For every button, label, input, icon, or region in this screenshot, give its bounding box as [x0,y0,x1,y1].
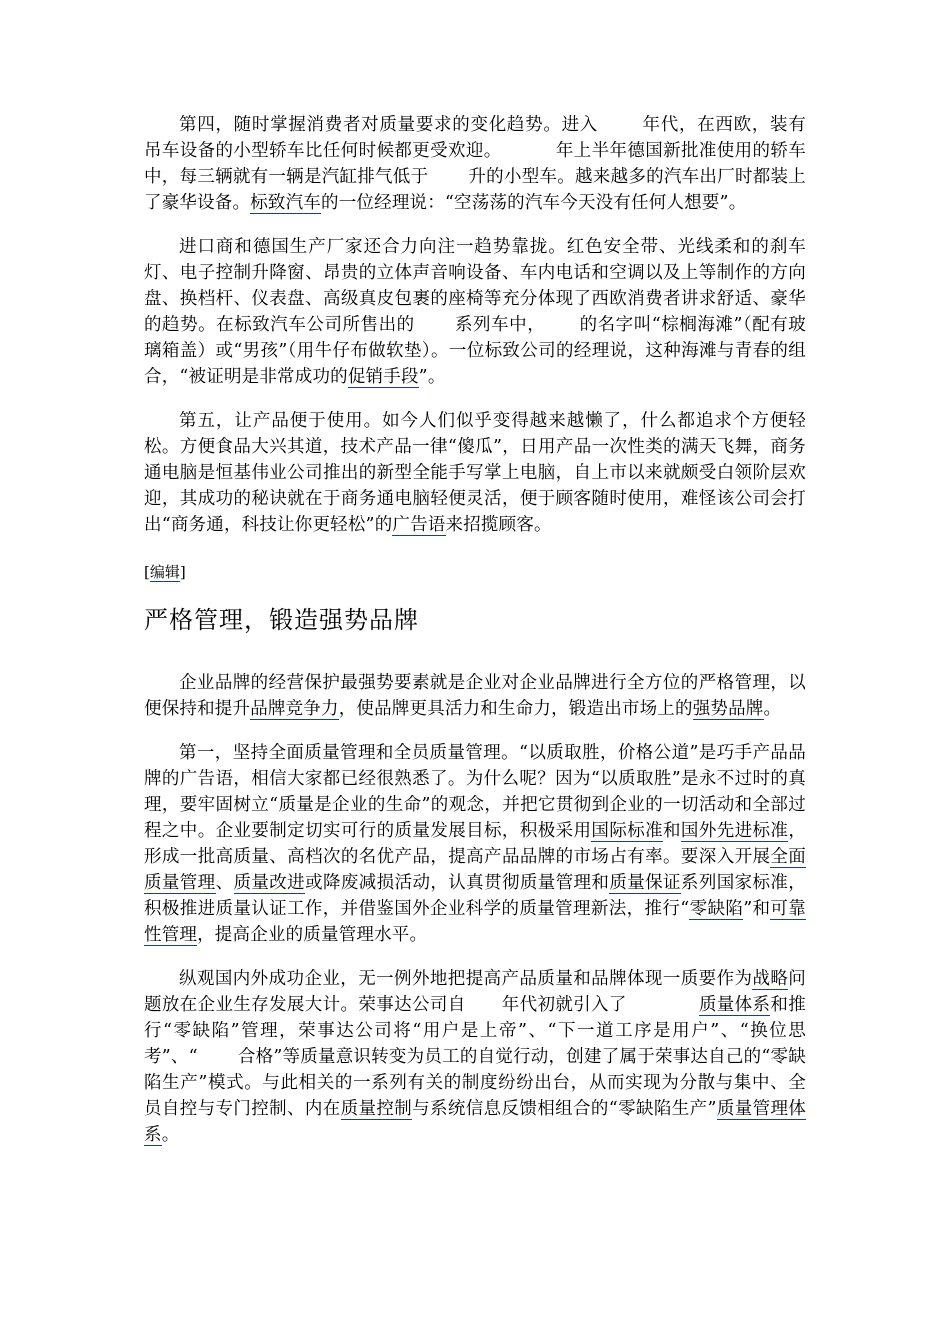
text-run: 进口商和德国生产厂家还合力向注一趋势靠拢。红色安全带、光线柔和的刹车灯、电子控制升降窗、昂贵的立体声音响设备、车内电话和空调以及上等制作的方向盘、换档杆、仪表盘、高级真皮包裹的座椅等充分体现了西欧消费者讲求舒适、豪华的趋势。在标致汽车公司所售出的 [144,237,806,335]
text-run: ”。 [418,367,446,387]
link-foreign-advanced-standard[interactable]: 国外先进标准 [680,821,789,841]
paragraph-rongshida [144,966,806,1148]
text-run: ”和 [743,899,771,919]
link-quality-improvement[interactable]: 质量改进 [233,873,306,893]
document-page [144,112,806,1166]
text-run: 的名字叫“棕榈海滩”（配有玻璃箱盖）或“男孩”（用牛仔布做软垫）。一位标致公司的经理说，这种海滩与青春的组合，“被证明是非常成功的 [144,315,807,387]
text-run: 问题放在企业生存发展大计。荣事达公司自 [144,969,806,1015]
paragraph-fourth-trend [144,112,806,216]
bracket-close: ] [179,563,186,581]
text-run: ，使品牌更具活力和生命力，锻造出市场上的 [338,699,693,719]
text-run: 年代，在西欧，装有吊车设备的小型轿车比任何时候都更受欢迎。 [144,115,806,161]
text-run: 年代初就引入了 [501,995,627,1015]
link-brand-competitiveness[interactable]: 品牌竞争力 [250,699,339,719]
text-run: 企业品牌的经营保护最强势要素就是企业对企业品牌进行全方位的严格管理，以便保持和提升 [144,673,806,719]
text-run: 。 [161,1125,180,1145]
paragraph-fifth-convenience [144,408,806,538]
text-run: 纵观国内外成功企业，无一例外地把提高产品质量和品牌体现一质要作为 [179,969,753,989]
link-slogan[interactable]: 广告语 [392,515,446,535]
paragraph-first-quality [144,740,806,948]
paragraph-importers [144,234,806,390]
link-quality-assurance[interactable]: 质量保证 [609,873,681,893]
link-international-standard[interactable]: 国际标准 [591,821,664,841]
text-run: 与系统信息反馈相组合的“零缺陷生产” [412,1099,717,1119]
edit-section-control [144,562,806,582]
text-run: 的一位经理说：“空荡荡的汽车今天没有任何人想要”。 [321,193,747,213]
link-total-quality-management[interactable]: 全面质量管理 [144,847,807,893]
text-run: 和推行“零缺陷”管理，荣事达公司将“用户是上帝”、“下一道工序是用户”、“换位思考”、“ [144,995,806,1067]
text-run: 系列国家标准，积极推进质量认证工作，并借鉴国外企业科学的质量管理新法，推行“ [144,873,806,919]
link-quality-system[interactable]: 质量体系 [698,995,771,1015]
text-run: 年上半年德国新批准使用的轿车中，每三辆就有一辆是汽缸排气低于 [144,141,806,187]
text-run: 和 [663,821,681,841]
text-run: 合格”等质量意识转变为员工的自觉行动，创建了属于荣事达自己的“零缺陷生产”模式。与此相关的一系列有关的制度纷纷出台，从而实现为分散与集中、全员自控与专门控制、内在 [144,1047,806,1119]
text-run: ，提高企业的质量管理水平。 [197,925,428,945]
text-run: 来招揽顾客。 [445,515,552,535]
text-run: 或降废减损活动，认真贯彻质量管理和 [305,873,610,893]
link-quality-control[interactable]: 质量控制 [340,1099,413,1119]
link-quality-management-system[interactable]: 质量管理体系 [144,1099,807,1145]
link-strong-brand[interactable]: 强势品牌 [692,699,764,719]
paragraph-brand-management [144,670,806,722]
link-zero-defect[interactable]: 零缺陷 [689,899,744,919]
text-run: 第一，坚持全面质量管理和全员质量管理。“以质取胜，价格公道”是巧手产品品牌的广告语，相信大家都已经很熟悉了。为什么呢？因为“以质取胜”是永不过时的真理，要牢固树立“质量是企业的生命”的观念，并把它贯彻到企业的一切活动和全部过程之中。企业要制定切实可行的质量发展目标，积极采用 [144,743,806,841]
link-promotion-means[interactable]: 促销手段 [347,367,419,387]
text-run: 第五，让产品便于使用。如今人们似乎变得越来越懒了，什么都追求个方便轻松。方便食品大兴其道，技术产品一律“傻瓜”，日用产品一次性类的满天飞舞，商务通电脑是恒基伟业公司推出的新型全能手写掌上电脑，自上市以来就颇受白领阶层欢迎，其成功的秘诀就在于商务通电脑轻便灵活，便于顾客随时使用，难怪该公司会打出“商务通，科技让你更轻松”的 [144,411,806,535]
bracket-open: [ [144,563,150,581]
text-run: 、 [215,873,234,893]
text-run: 升的小型车。越来越多的汽车出厂时都装上了豪华设备。 [144,167,806,213]
section-heading: 严格管理，锻造强势品牌 [144,606,419,634]
text-run: 系列车中， [454,315,546,335]
text-run: ，形成一批高质量、高档次的名优产品，提高产品品牌的市场占有率。要深入开展 [144,821,807,867]
edit-link[interactable]: 编辑 [149,563,180,581]
text-run: 。 [763,699,782,719]
link-peugeot-auto[interactable]: 标致汽车 [250,193,322,213]
text-run: 第四，随时掌握消费者对质量要求的变化趋势。进入 [179,115,599,135]
link-reliability-management[interactable]: 可靠性管理 [144,899,806,945]
link-strategy[interactable]: 战略 [752,969,789,989]
